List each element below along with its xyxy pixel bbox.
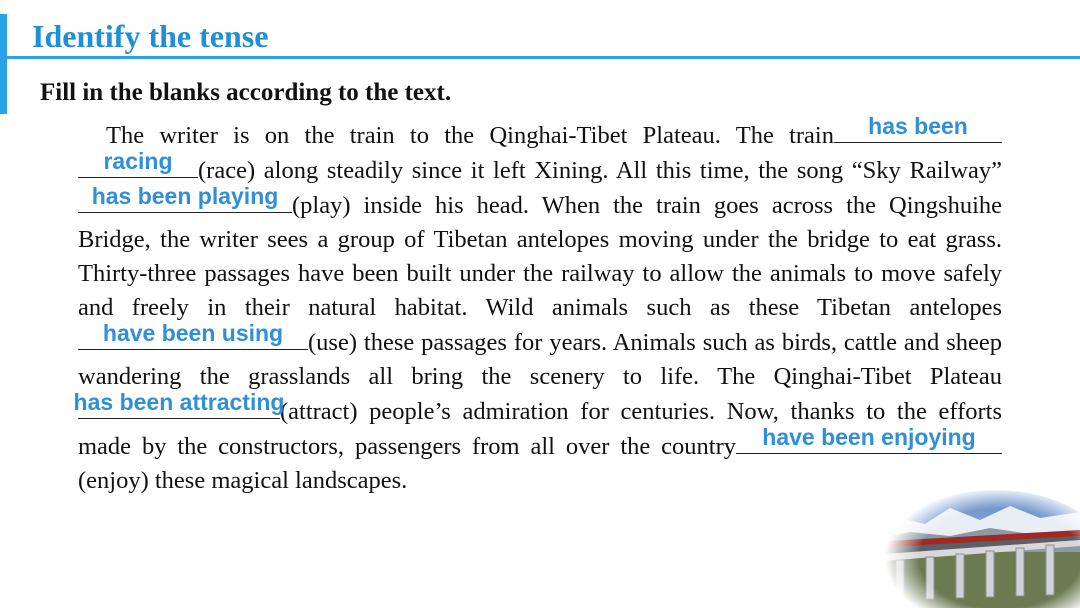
blank-1b[interactable] [78,148,198,178]
accent-bar [0,14,7,114]
passage-sentence-5: (attract) people’s admiration for centuries. Now, thanks to the efforts made by the constructors, passengers from all over the country [78,398,1002,460]
instruction-text: Fill in the blanks according to the text. [40,79,452,106]
passage-sentence-2: (race) along steadily since it left Xining. All this time, the song “Sky Railway” [198,157,1002,184]
answer-2: has been playing [91,183,279,209]
answer-1a: has been [868,113,968,139]
answer-3: have been using [102,320,284,346]
passage-sentence-1: The writer is on the train to the Qinghai-Tibet Plateau. The train [106,122,834,149]
answer-4: has been attracting [73,389,285,415]
blank-3[interactable] [78,320,308,350]
answer-1b: racing [103,148,173,174]
blank-1a[interactable] [834,113,1002,143]
railway-bridge-train-photo [870,478,1080,608]
passage-text [73,113,1002,498]
title-divider [7,56,1080,59]
blank-2[interactable] [78,183,292,213]
blank-4[interactable] [73,389,285,419]
passage-sentence-4: (use) these passages for years. Animals such as birds, cattle and sheep wandering the grasslands all bring the scenery to life. The Qinghai-Tibet Plateau [78,329,1002,390]
blank-5[interactable] [736,424,1002,454]
passage-sentence-3: (play) inside his head. When the train goes across the Qingshuihe Bridge, the writer sees a group of Tibetan antelopes moving under the bridge to eat grass. Thirty-three passages have been built under the railway to allow the animals to move safely and freely in their natural habitat. Wild animals such as these Tibetan antelopes [78,192,1002,321]
answer-5: have been enjoying [762,424,976,450]
passage-sentence-6: (enjoy) these magical landscapes. [78,467,408,494]
page-title: Identify the tense [32,18,269,54]
